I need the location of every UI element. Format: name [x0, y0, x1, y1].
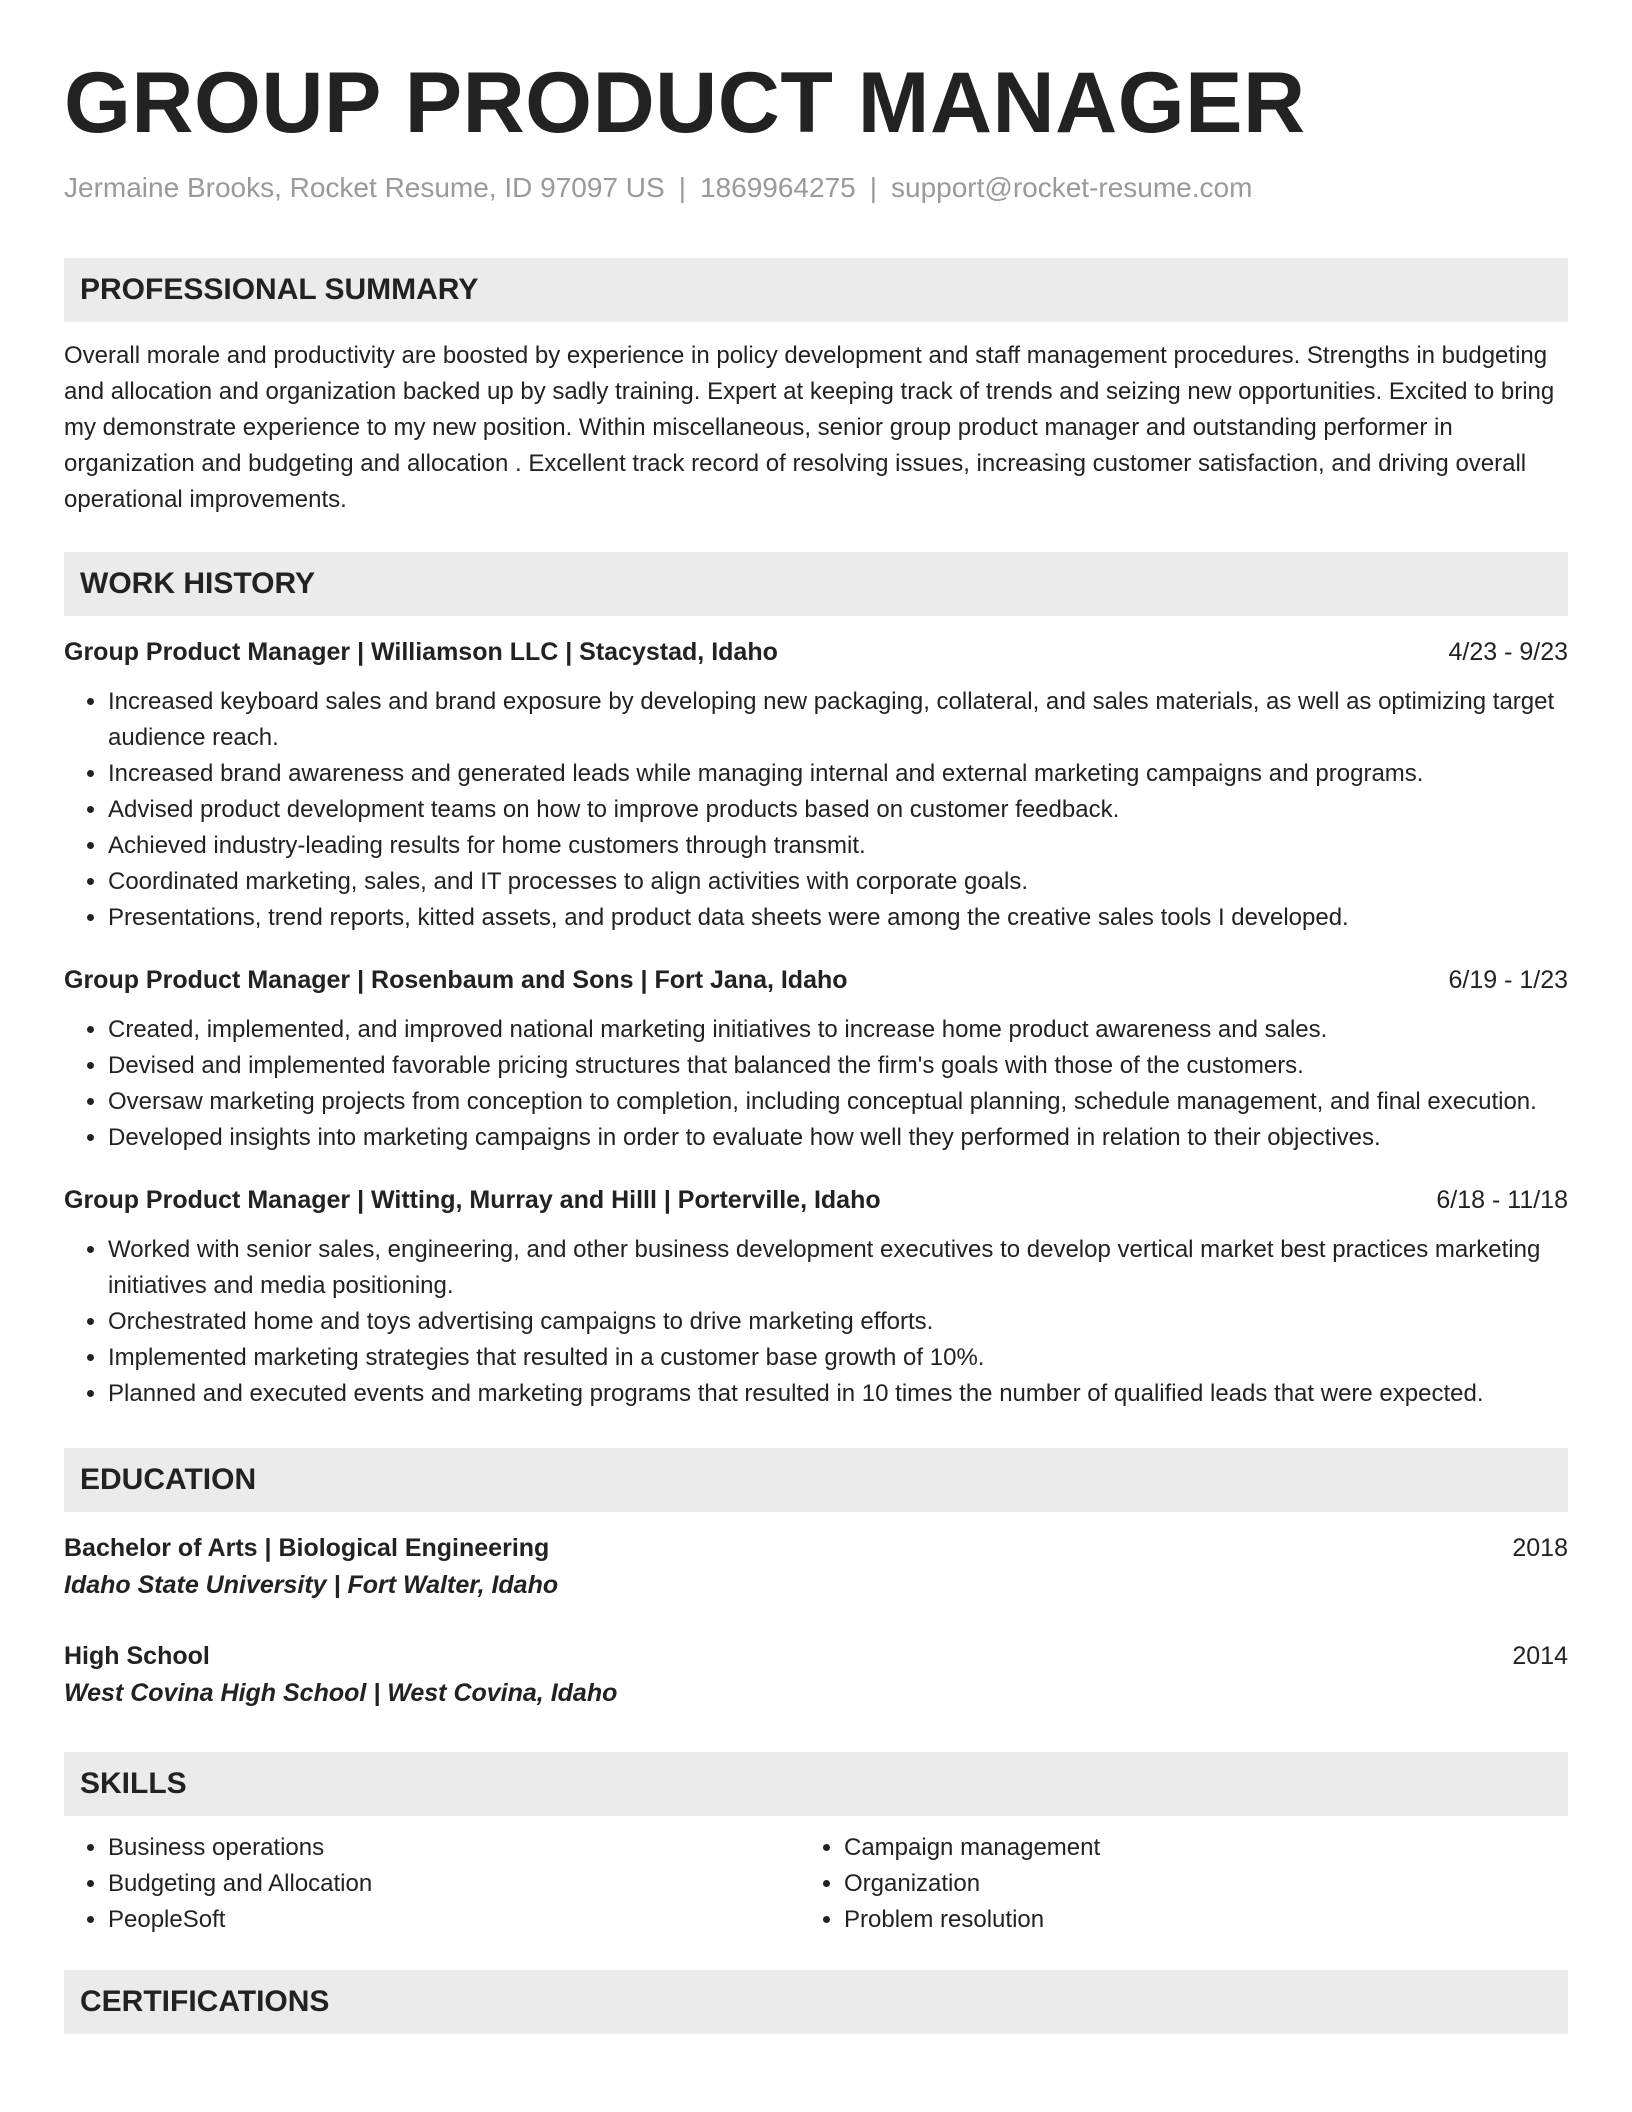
- job-title: Group Product Manager | Rosenbaum and Sons | Fort Jana, Idaho: [64, 966, 848, 994]
- skill-item: • Business operations: [108, 1830, 800, 1866]
- job-bullet: • Created, implemented, and improved national marketing initiatives to increase home product awareness and sales.: [108, 1012, 1568, 1048]
- summary-text: Overall morale and productivity are boosted by experience in policy development and staff management procedures. Strengths in budgeting and allocation and organization backed up by sadly training. Expert at keeping track of trends and seizing new opportunities. Excited to bring my demonstrate experience to my new position. Within miscellaneous, senior group product manager and outstanding performer in organization and budgeting and allocation . Excellent track record of resolving issues, increasing customer satisfaction, and driving overall operational improvements.: [64, 342, 1555, 513]
- job-dates: 6/19 - 1/23: [1448, 966, 1568, 994]
- job-title: Group Product Manager | Williamson LLC | Stacystad, Idaho: [64, 638, 778, 666]
- skills-grid: [64, 1830, 1568, 1938]
- education-header: [64, 1530, 1568, 1566]
- job-bullet: • Achieved industry-leading results for home customers through transmit.: [108, 828, 1568, 864]
- job-bullet: • Orchestrated home and toys advertising campaigns to drive marketing efforts.: [108, 1304, 1568, 1340]
- job-bullet: • Presentations, trend reports, kitted assets, and product data sheets were among the creative sales tools I developed.: [108, 900, 1568, 936]
- job-bullet: • Implemented marketing strategies that resulted in a customer base growth of 10%.: [108, 1340, 1568, 1376]
- resume-title: GROUP PRODUCT MANAGER: [64, 55, 1306, 151]
- contact-email: support@rocket-resume.com: [891, 172, 1253, 203]
- job-bullet: • Advised product development teams on how to improve products based on customer feedback.: [108, 792, 1568, 828]
- section-heading-work-history: WORK HISTORY: [64, 552, 1568, 616]
- contact-separator: |: [678, 172, 686, 203]
- job-bullet: • Coordinated marketing, sales, and IT processes to align activities with corporate goals.: [108, 864, 1568, 900]
- contact-line: [64, 168, 1568, 208]
- job-bullets: [64, 1232, 1568, 1412]
- job-title: Group Product Manager | Witting, Murray and Hilll | Porterville, Idaho: [64, 1186, 881, 1214]
- contact-address: Jermaine Brooks, Rocket Resume, ID 97097 US: [64, 172, 665, 203]
- education-year: 2014: [1512, 1642, 1568, 1670]
- job-header: [64, 634, 1568, 670]
- section-heading-certifications: CERTIFICATIONS: [64, 1970, 1568, 2034]
- education-degree: Bachelor of Arts | Biological Engineering: [64, 1534, 550, 1562]
- job-header: [64, 1182, 1568, 1218]
- skills-column-right: [800, 1830, 1536, 1938]
- skill-item: • Campaign management: [844, 1830, 1536, 1866]
- job-bullet: • Oversaw marketing projects from conception to completion, including conceptual planning, schedule management, and final execution.: [108, 1084, 1568, 1120]
- section-heading-summary: PROFESSIONAL SUMMARY: [64, 258, 1568, 322]
- education-header: [64, 1638, 1568, 1674]
- job-bullets: [64, 1012, 1568, 1156]
- job-bullet: • Increased keyboard sales and brand exposure by developing new packaging, collateral, and sales materials, as well as optimizing target audience reach.: [108, 684, 1568, 756]
- job-dates: 4/23 - 9/23: [1448, 638, 1568, 666]
- skill-item: • Problem resolution: [844, 1902, 1536, 1938]
- job-dates: 6/18 - 11/18: [1436, 1186, 1568, 1214]
- contact-separator: |: [869, 172, 877, 203]
- job-bullet: • Worked with senior sales, engineering, and other business development executives to develop vertical market best practices marketing initiatives and media positioning.: [108, 1232, 1568, 1304]
- education-school: Idaho State University | Fort Walter, Idaho: [64, 1571, 559, 1599]
- education-degree: High School: [64, 1642, 210, 1670]
- job-bullet: • Devised and implemented favorable pricing structures that balanced the firm's goals with those of the customers.: [108, 1048, 1568, 1084]
- section-heading-education: EDUCATION: [64, 1448, 1568, 1512]
- job-bullet: • Planned and executed events and marketing programs that resulted in 10 times the number of qualified leads that were expected.: [108, 1376, 1568, 1412]
- education-year: 2018: [1512, 1534, 1568, 1562]
- education-school: West Covina High School | West Covina, Idaho: [64, 1679, 618, 1707]
- job-bullet: • Increased brand awareness and generated leads while managing internal and external marketing campaigns and programs.: [108, 756, 1568, 792]
- job-entry: [64, 962, 1568, 1156]
- section-heading-skills: SKILLS: [64, 1752, 1568, 1816]
- skill-item: • Organization: [844, 1866, 1536, 1902]
- education-entry: [64, 1530, 1568, 1604]
- contact-phone: 1869964275: [699, 172, 856, 203]
- job-entry: [64, 634, 1568, 936]
- job-bullet: • Developed insights into marketing campaigns in order to evaluate how well they performed in relation to their objectives.: [108, 1120, 1568, 1156]
- skills-column-left: [64, 1830, 800, 1938]
- job-header: [64, 962, 1568, 998]
- job-entry: [64, 1182, 1568, 1412]
- job-bullets: [64, 684, 1568, 936]
- skill-item: • Budgeting and Allocation: [108, 1866, 800, 1902]
- education-entry: [64, 1638, 1568, 1712]
- skill-item: • PeopleSoft: [108, 1902, 800, 1938]
